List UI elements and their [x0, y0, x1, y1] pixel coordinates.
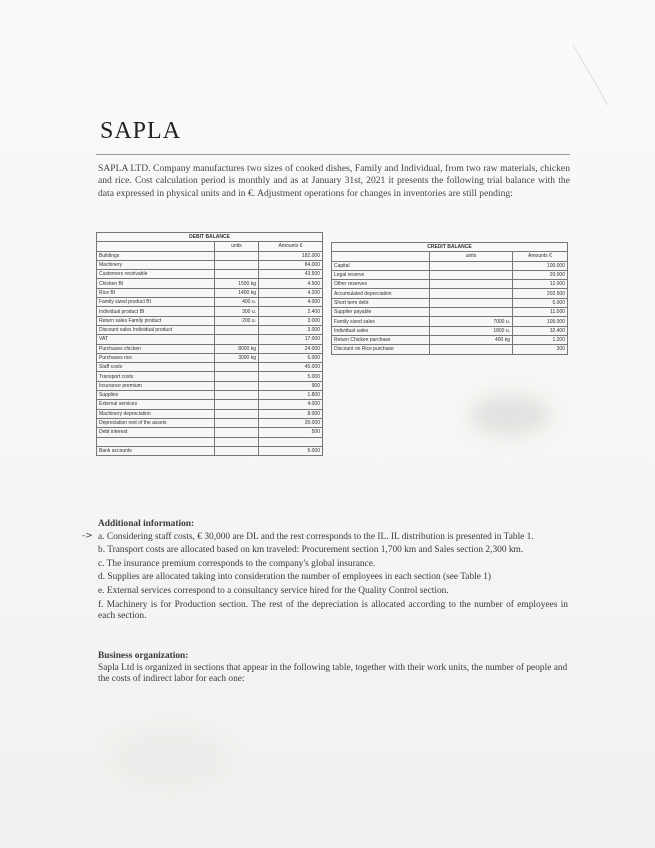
additional-item: c. The insurance premium corresponds to the company's global insurance. — [98, 558, 376, 569]
debit-row — [97, 381, 323, 390]
debit-row-amount: 4.000 — [259, 298, 323, 307]
credit-row — [332, 317, 568, 326]
debit-row — [97, 363, 323, 372]
debit-row-label: Chicken BI — [97, 279, 215, 288]
additional-item: a. Considering staff costs, € 30,000 are DL and the rest corresponds to the IL. IL distribution is presented in Table 1. — [98, 531, 534, 542]
credit-row-units — [430, 289, 513, 298]
credit-row-label: Return Chicken purchase — [332, 335, 430, 344]
business-organization — [98, 651, 568, 686]
credit-row-label: Family sized sales — [332, 317, 430, 326]
debit-row — [97, 325, 323, 334]
credit-row-units: 7000 u. — [430, 317, 513, 326]
credit-row-units — [430, 270, 513, 279]
debit-row-units: 8000 kg — [215, 344, 259, 353]
credit-row — [332, 261, 568, 270]
debit-row-units — [215, 251, 259, 260]
debit-row — [97, 298, 323, 307]
debit-row — [97, 446, 323, 455]
credit-row-amount: 11.000 — [513, 308, 568, 317]
credit-row-amount: 1.200 — [513, 335, 568, 344]
page-crease — [573, 44, 609, 105]
debit-row-amount: 84.000 — [259, 260, 323, 269]
debit-row-amount: 45.000 — [259, 363, 323, 372]
debit-row-label: Insurance premium — [97, 381, 215, 390]
debit-row-amount: 1.800 — [259, 391, 323, 400]
debit-row-amount: 2.400 — [259, 307, 323, 316]
credit-row-units — [430, 280, 513, 289]
debit-row-amount: 20.000 — [259, 418, 323, 427]
credit-row-units — [430, 261, 513, 270]
debit-row — [97, 353, 323, 362]
debit-row-label: VAT — [97, 335, 215, 344]
credit-row-label: Capital — [332, 261, 430, 270]
debit-row-label: Machinery depreciation — [97, 409, 215, 418]
credit-row — [332, 289, 568, 298]
debit-row-label: Purchases rice — [97, 353, 215, 362]
credit-row-amount: 100.000 — [513, 261, 568, 270]
credit-row-amount: 105.000 — [513, 317, 568, 326]
credit-row — [332, 326, 568, 335]
debit-row-label — [97, 437, 215, 446]
debit-row-units — [215, 446, 259, 455]
debit-row-label: Purchases chicken — [97, 344, 215, 353]
credit-row-units — [430, 298, 513, 307]
debit-row-units: 400 u. — [215, 298, 259, 307]
credit-rows — [332, 261, 568, 354]
debit-row-units — [215, 400, 259, 409]
debit-row-amount: 5.000 — [259, 446, 323, 455]
debit-row-label: Transport costs — [97, 372, 215, 381]
business-title: Business organization: — [98, 651, 189, 661]
debit-row-label: Buildings — [97, 251, 215, 260]
debit-row-amount: 17.000 — [259, 335, 323, 344]
intro-paragraph: SAPLA LTD. Company manufactures two sizes of cooked dishes, Family and Individual, from two raw materials, chicken and rice. Cost calculation period is monthly and as at January 31st, 2021 it presents the following trial balance with the data expressed in physical units and in €. Adjustment operations for changes in inventories are still pending: — [98, 163, 570, 199]
debit-row — [97, 270, 323, 279]
credit-row — [332, 298, 568, 307]
debit-row — [97, 409, 323, 418]
debit-row-units: 1500 kg — [215, 279, 259, 288]
credit-col-units: units — [430, 252, 513, 261]
debit-row-label: Rice BI — [97, 288, 215, 297]
document-title: SAPLA — [100, 118, 182, 144]
debit-row-amount: 4.500 — [259, 279, 323, 288]
credit-row-label: Individual sales — [332, 326, 430, 335]
credit-row-amount: 20.000 — [513, 270, 568, 279]
debit-row-amount: 900 — [259, 381, 323, 390]
credit-row — [332, 308, 568, 317]
additional-item: d. Supplies are allocated taking into consideration the number of employees in each section (see Table 1) — [98, 572, 492, 583]
debit-row-units — [215, 428, 259, 437]
credit-col-label — [332, 252, 430, 261]
debit-row-units — [215, 335, 259, 344]
debit-row-amount: 3.000 — [259, 316, 323, 325]
debit-row — [97, 316, 323, 325]
debit-row-units — [215, 381, 259, 390]
credit-col-amounts: Amounts € — [513, 252, 568, 261]
debit-row-units: 3000 kg — [215, 353, 259, 362]
credit-row-units: 400 kg — [430, 335, 513, 344]
debit-header: DEBIT BALANCE — [97, 233, 323, 242]
additional-item: b. Transport costs are allocated based on km traveled: Procurement section 1,700 km and Sales section 2,300 km. — [98, 545, 524, 556]
debit-row — [97, 288, 323, 297]
credit-row-amount: 32.400 — [513, 326, 568, 335]
debit-row-label: Discount sales Individual product — [97, 325, 215, 334]
debit-row-amount: 8.000 — [259, 409, 323, 418]
debit-row-units — [215, 418, 259, 427]
debit-row-units — [215, 260, 259, 269]
debit-col-units: units — [215, 242, 259, 251]
debit-row-amount: 6.000 — [259, 353, 323, 362]
credit-header: CREDIT BALANCE — [332, 243, 568, 252]
credit-balance-table — [331, 242, 568, 355]
debit-row — [97, 391, 323, 400]
additional-item: e. External services correspond to a consultancy service hired for the Quality Control section. — [98, 585, 449, 596]
arrow-marker: -> — [82, 531, 93, 541]
debit-row-units — [215, 409, 259, 418]
credit-row-amount: 202.500 — [513, 289, 568, 298]
business-text: Sapla Ltd is organized in sections that appear in the following table, together with their work units, the number of people and the costs of indirect labor for each one: — [98, 662, 568, 685]
debit-row-amount: 4.000 — [259, 400, 323, 409]
credit-row-amount: 5.000 — [513, 298, 568, 307]
credit-row — [332, 270, 568, 279]
credit-row-units — [430, 308, 513, 317]
debit-row-label: Debt interest — [97, 428, 215, 437]
debit-row-units — [215, 372, 259, 381]
title-rule — [96, 154, 570, 155]
debit-row-label: Staff costs — [97, 363, 215, 372]
debit-row-label: Return sales Family product — [97, 316, 215, 325]
debit-row-label: Depreciation rest of the assets — [97, 418, 215, 427]
debit-row-amount: 43.500 — [259, 270, 323, 279]
debit-row-label: Customers receivable — [97, 270, 215, 279]
debit-row-units — [215, 325, 259, 334]
debit-row-units — [215, 270, 259, 279]
credit-row — [332, 335, 568, 344]
debit-row-units: 1400 kg — [215, 288, 259, 297]
debit-balance-table — [96, 232, 323, 456]
credit-row-label: Discount on Rice purchase — [332, 345, 430, 354]
debit-rows — [97, 251, 323, 456]
debit-row-label: External services — [97, 400, 215, 409]
debit-row-amount — [259, 437, 323, 446]
debit-row-label: Family sized product BI — [97, 298, 215, 307]
credit-row — [332, 280, 568, 289]
debit-row-amount: 3.000 — [259, 325, 323, 334]
debit-row — [97, 437, 323, 446]
debit-row — [97, 279, 323, 288]
debit-row-label: Machinery — [97, 260, 215, 269]
credit-row-amount: 12.000 — [513, 280, 568, 289]
debit-row — [97, 251, 323, 260]
debit-row-units — [215, 363, 259, 372]
debit-row-amount: 24.000 — [259, 344, 323, 353]
credit-row-units — [430, 345, 513, 354]
debit-row — [97, 418, 323, 427]
debit-row-amount: 500 — [259, 428, 323, 437]
debit-row — [97, 400, 323, 409]
debit-row-units: 200 u. — [215, 316, 259, 325]
debit-row-label: Bank accounts — [97, 446, 215, 455]
debit-col-amounts: Amounts € — [259, 242, 323, 251]
additional-information — [98, 519, 568, 625]
debit-row-amount: 4.200 — [259, 288, 323, 297]
credit-row-units: 1800 u. — [430, 326, 513, 335]
debit-row-amount: 182.000 — [259, 251, 323, 260]
debit-row — [97, 344, 323, 353]
credit-row-label: Short term debt — [332, 298, 430, 307]
debit-row — [97, 260, 323, 269]
credit-row-label: Supplier payable — [332, 308, 430, 317]
debit-col-label — [97, 242, 215, 251]
additional-title: Additional information: — [98, 519, 195, 529]
credit-row-amount: 200 — [513, 345, 568, 354]
debit-row-units — [215, 391, 259, 400]
debit-row-label: Supplies — [97, 391, 215, 400]
credit-row-label: Accumulated depreciation — [332, 289, 430, 298]
debit-row — [97, 335, 323, 344]
debit-row — [97, 428, 323, 437]
page-smudge — [110, 730, 230, 790]
debit-row-units: 300 u. — [215, 307, 259, 316]
debit-row-units — [215, 437, 259, 446]
debit-row — [97, 372, 323, 381]
debit-row-amount: 5.000 — [259, 372, 323, 381]
page-smudge — [470, 395, 550, 435]
credit-row — [332, 345, 568, 354]
debit-row-label: Individual product BI — [97, 307, 215, 316]
credit-row-label: Legal reserve — [332, 270, 430, 279]
debit-row — [97, 307, 323, 316]
additional-item: f. Machinery is for Production section. The rest of the depreciation is allocated according to the number of employees in each section. — [98, 599, 568, 622]
credit-row-label: Other reserves — [332, 280, 430, 289]
